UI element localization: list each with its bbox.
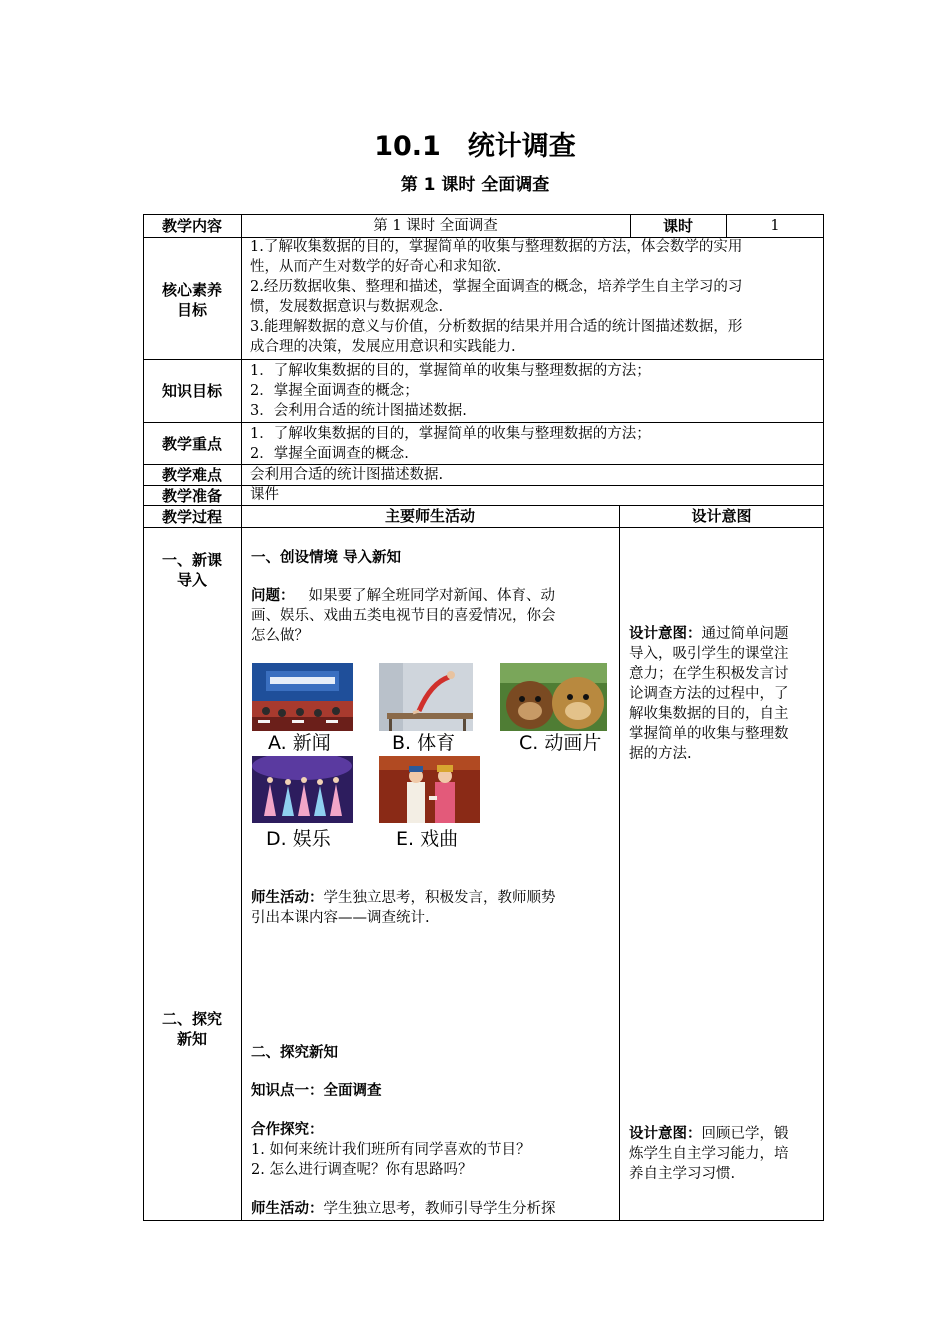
design-line: 养自主学习习惯. xyxy=(629,1166,736,1182)
row-divider xyxy=(143,359,824,360)
core-goal-line: 2.经历数据收集、整理和描述，掌握全面调查的概念，培养学生自主学习的习 xyxy=(250,279,743,295)
design-line xyxy=(629,624,819,644)
stage-intro-label-text: 一、新课导入 xyxy=(161,551,222,589)
row-divider xyxy=(143,422,824,423)
question-label: 问题： xyxy=(251,588,295,604)
design-intent-header: 设计意图 xyxy=(691,507,752,525)
question-text: 如果要了解全班同学对新闻、体育、动 xyxy=(308,588,555,604)
knowledge-point-heading: 知识点一：全面调查 xyxy=(251,1083,382,1099)
design-line: 解收集数据的目的，自主 xyxy=(629,706,789,722)
stage-intro-label xyxy=(143,550,241,590)
row-divider xyxy=(143,527,824,528)
document-subtitle: 第 1 课时 全面调查 xyxy=(400,175,550,195)
period-label: 课时 xyxy=(662,217,693,235)
sports-photo xyxy=(379,663,473,731)
knowledge-goal-line: 1．了解收集数据的目的，掌握简单的收集与整理数据的方法； xyxy=(250,363,651,379)
activity-label: 师生活动： xyxy=(251,1201,324,1217)
activity-label: 师生活动： xyxy=(251,890,324,906)
core-goal-line: 性，从而产生对数学的好奇心和求知欲. xyxy=(250,259,502,275)
stage-explore-label xyxy=(143,1009,241,1049)
design-line: 意力；在学生积极发言讨 xyxy=(629,666,789,682)
design-label: 设计意图： xyxy=(629,626,702,642)
activity-line: 引出本课内容——调查统计. xyxy=(251,910,430,926)
question-line: 怎么做？ xyxy=(251,628,309,644)
stage-intro-activity xyxy=(251,888,613,928)
core-goal-label xyxy=(143,280,241,320)
question-line xyxy=(251,586,613,606)
design-line: 掌握简单的收集与整理数 xyxy=(629,726,789,742)
difficulty-value: 会利用合适的统计图描述数据. xyxy=(250,467,444,483)
core-goal-label-text: 核心素养目标 xyxy=(161,281,222,319)
design-text: 通过简单问题 xyxy=(701,626,789,642)
design-line: 据的方法. xyxy=(629,746,692,762)
key-point-line: 1．了解收集数据的目的，掌握简单的收集与整理数据的方法； xyxy=(250,426,651,442)
coop-label: 合作探究： xyxy=(251,1122,324,1138)
question-block xyxy=(251,586,613,646)
coop-line: 1. 如何来统计我们班所有同学喜欢的节目？ xyxy=(251,1142,531,1158)
activity-line xyxy=(251,888,613,908)
period-value: 1 xyxy=(770,218,780,234)
activity-text: 学生独立思考，教师引导学生分析探 xyxy=(323,1201,556,1217)
opera-photo xyxy=(379,756,480,823)
stage-explore-design xyxy=(629,1124,819,1184)
core-goal-line: 成合理的决策，发展应用意识和实践能力. xyxy=(250,339,516,355)
knowledge-goal-line: 3．会利用合适的统计图描述数据. xyxy=(250,403,467,419)
core-goal-line: 惯，发展数据意识与数据观念. xyxy=(250,299,444,315)
column-divider xyxy=(619,505,620,1221)
stage-intro-design xyxy=(629,624,819,764)
cooperative-inquiry xyxy=(251,1120,613,1180)
core-goal-text xyxy=(250,237,820,357)
preparation-label: 教学准备 xyxy=(161,487,222,505)
content-value: 第 1 课时 全面调查 xyxy=(373,218,498,234)
coop-line: 2. 怎么进行调查呢？你有思路吗？ xyxy=(251,1162,473,1178)
activity-text: 学生独立思考，积极发言，教师顺势 xyxy=(323,890,556,906)
difficulty-label: 教学难点 xyxy=(161,466,222,484)
option-d-caption: D. 娱乐 xyxy=(266,828,331,850)
design-label: 设计意图： xyxy=(629,1126,702,1142)
stage-explore-heading: 二、探究新知 xyxy=(251,1045,338,1061)
document-title: 10.1 统计调查 xyxy=(374,131,576,162)
content-label: 教学内容 xyxy=(161,217,222,235)
design-line: 炼学生自主学习能力，培 xyxy=(629,1146,789,1162)
option-a-caption: A. 新闻 xyxy=(268,732,331,754)
cartoon-photo xyxy=(500,663,607,731)
entertainment-photo xyxy=(252,756,353,823)
option-b-caption: B. 体育 xyxy=(392,732,456,754)
core-goal-line: 1.了解收集数据的目的，掌握简单的收集与整理数据的方法，体会数学的实用 xyxy=(250,239,743,255)
design-text: 回顾已学，锻 xyxy=(701,1126,789,1142)
process-label: 教学过程 xyxy=(161,508,222,526)
news-photo xyxy=(252,663,353,731)
core-goal-line: 3.能理解数据的意义与价值，分析数据的结果并用合适的统计图描述数据，形 xyxy=(250,319,743,335)
option-c-caption: C. 动画片 xyxy=(519,732,602,754)
knowledge-goal-label: 知识目标 xyxy=(161,382,222,400)
main-activity-header: 主要师生活动 xyxy=(384,507,475,525)
key-point-line: 2．掌握全面调查的概念. xyxy=(250,446,409,462)
design-line: 导入，吸引学生的课堂注 xyxy=(629,646,789,662)
stage-explore-label-text: 二、探究新知 xyxy=(161,1010,222,1048)
column-divider xyxy=(241,214,242,1221)
key-point-text xyxy=(250,424,820,464)
row-divider xyxy=(143,505,824,506)
knowledge-goal-text xyxy=(250,361,820,421)
stage-explore-activity xyxy=(251,1199,613,1219)
stage-intro-heading: 一、创设情境 导入新知 xyxy=(251,550,402,566)
design-line xyxy=(629,1124,819,1144)
key-point-label: 教学重点 xyxy=(161,435,222,453)
question-line: 画、娱乐、戏曲五类电视节目的喜爱情况，你会 xyxy=(251,608,556,624)
design-line: 论调查方法的过程中，了 xyxy=(629,686,789,702)
option-e-caption: E. 戏曲 xyxy=(396,828,459,850)
knowledge-goal-line: 2．掌握全面调查的概念； xyxy=(250,383,419,399)
preparation-value: 课件 xyxy=(250,487,279,503)
